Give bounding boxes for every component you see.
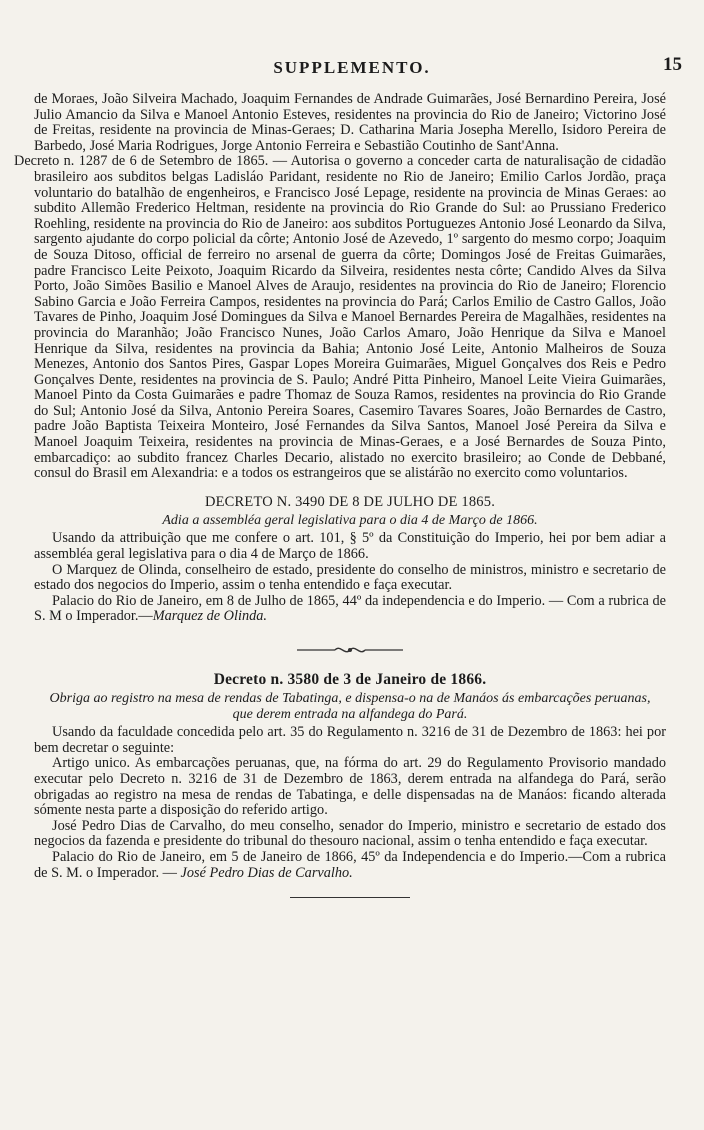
decree-3580-paragraph: José Pedro Dias de Carvalho, do meu conselho, senador do Imperio, ministro e secretario de estado dos negocios da fazenda e presidente do tribunal do thesouro nacional, assim o tenha entendido e faça executar.: [34, 817, 666, 850]
signature: Marquez de Olinda.: [152, 608, 267, 625]
page-content: [14, 91, 666, 898]
decree-1287-paragraph: Decreto n. 1287 de 6 de Setembro de 1865. — Autorisa o governo a conceder carta de naturalisação de cidadão brasileiro aos subditos belgas Ladisláo Paridant, residente no Rio de Janeiro; Emilio Carlos Jordão, praça voluntario do batalhão de engenheiros, e Francisco José Lepage, residente na provincia de Minas Geraes: ao subdito Allemão Frederico Heltman, residente na provincia do Rio Grande do Sul: ao Prussiano Frederico Roehling, residente na provincia do Rio de Janeiro: aos subditos Portuguezes Antonio José Leonardo da Silva, sargento ajudante do corpo policial da côrte; Antonio José de Azevedo, 1º sargento do mesmo corpo; Joaquim de Souza Ditoso, official de ferreiro no arsenal de guerra da côrte; Domingos José de Freitas Guimarães, padre Francisco Leite Peixoto, Joaquim Ricardo da Silveira, residentes nesta côrte; Candido Alves da Silva Porto, João Simões Basilio e Manoel Alves de Araujo, residentes na provincia do Rio de Janeiro; Florencio Sabino Garcia e João Ferreira Campos, residentes na provincia do Pará; Carlos Emilio de Castro Gallos, João Tavares de Pinho, Joaquim José Domingues da Silva e Manoel Bernardes Pereira de Magalhães, residentes na provincia do Maranhão; João Francisco Nunes, João Carlos Amaro, João Henrique da Silva e Manoel Henrique da Silva, residentes na provincia da Bahia; Antonio José Leite, Antonio Malheiros de Souza Menezes, Antonio dos Santos Pires, Gaspar Lopes Moreira Guimarães, Miguel Gonçalves dos Reis e Pedro Gonçalves Dente, residentes na provincia de S. Paulo; André Pitta Pinheiro, Manoel Leite Vieira Guimarães, Manoel Pinto da Costa Guimarães e padre Thomaz de Souza Ramos, residentes na provincia do Rio Grande do Sul; Antonio José da Silva, Antonio Pereira Soares, Casemiro Tavares Soares, João Bernardes de Castro, padre João Baptista Teixeira Monteiro, José Fernandes da Silva Santos, Manoel José Pereira da Silva e Manoel Joaquim Teixeira, residentes na provincia de Minas-Geraes, e a José Bernardes de Souza Pinto, embarcadiço: ao subdito francez Charles Decario, alistado no exercito brasileiro; ao Conde de Debbané, consul do Brasil em Alexandria: e a todos os estrangeiros que se alistárão no exercito como voluntarios.: [14, 153, 666, 482]
signature: José Pedro Dias de Carvalho.: [180, 864, 353, 881]
flourish-icon: [295, 643, 405, 657]
running-head: [0, 54, 704, 84]
closing-text: Palacio do Rio de Janeiro, em 5 de Janeiro de 1866, 45º da Independencia e do Imperio.—Com a rubrica de S. M. o Imperador. —: [34, 848, 666, 881]
decree-3580-paragraph: Artigo unico. As embarcações peruanas, que, na fórma do art. 29 do Regulamento Provisorio mandado executar pelo Decreto n. 3216 de 31 de Dezembro de 1863, derem entrada na alfandega do Pará, serão obrigadas ao registro na mesa de rendas de Tabatinga, e delle dispensadas na de Manáos: ficando alterada sómente nesta parte a disposição do referido artigo.: [34, 755, 666, 819]
decree-3490-title: DECRETO N. 3490 DE 8 DE JULHO DE 1865.: [204, 493, 496, 510]
ornament-divider: [34, 643, 666, 657]
running-title: SUPPLEMENTO.: [273, 58, 431, 77]
decree-3580-title: Decreto n. 3580 de 3 de Janeiro de 1866.: [213, 671, 487, 688]
decree-3490-summary: Adia a assembléa geral legislativa para o dia 4 de Março de 1866.: [162, 512, 538, 528]
decree-3580-paragraph: Usando da faculdade concedida pelo art. 35 do Regulamento n. 3216 de 31 de Dezembro de 1863: hei por bem decretar o seguinte:: [34, 724, 666, 756]
decree-3490-closing: [34, 594, 666, 625]
page-number: 15: [663, 54, 682, 75]
decree-3580-closing: [34, 850, 666, 881]
closing-text: Palacio do Rio de Janeiro, em 8 de Julho de 1865, 44º da independencia e do Imperio. — Com a rubrica de S. M o Imperador.—: [34, 592, 666, 625]
end-rule: [290, 897, 410, 898]
decree-3490-paragraph: Usando da attribuição que me confere o art. 101, § 5º da Constituição do Imperio, hei por bem adiar a assembléa geral legislativa para o dia 4 de Março de 1866.: [34, 530, 666, 563]
continuation-paragraph: de Moraes, João Silveira Machado, Joaquim Fernandes de Andrade Guimarães, José Bernardino Pereira, José Julio Amancio da Silva e Manoel Antonio Esteves, residentes na provincia do Rio de Janeiro; Victorino José de Freitas, residente na provincia de Minas-Geraes; D. Catharina Maria Josepha Merello, Isidoro Pereira de Barbedo, José Maria Rodrigues, Jorge Antonio Ferreira e Sebastião Coutinho de Sant'Anna.: [34, 91, 666, 154]
decree-3580-summary: Obriga ao registro na mesa de rendas de Tabatinga, e dispensa-o na de Manáos ás embarcações peruanas, que derem entrada na alfandega do Pará.: [49, 691, 651, 722]
decree-3490-paragraph: O Marquez de Olinda, conselheiro de estado, presidente do conselho de ministros, ministro e secretario de estado dos negocios do Imperio, assim o tenha entendido e faça executar.: [34, 561, 666, 594]
